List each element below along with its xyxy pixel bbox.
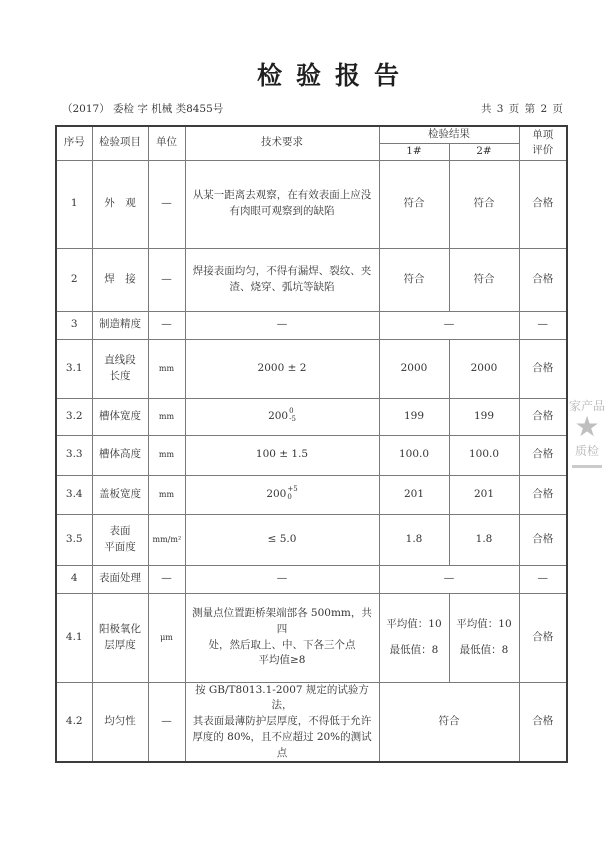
result-minimum: 最低值：8	[389, 643, 439, 656]
row-seq: 3	[56, 311, 92, 339]
row-item	[92, 339, 148, 398]
row-requirement: 100 ± 1.5	[185, 435, 379, 475]
tolerance-upper: +5	[287, 485, 298, 494]
row-requirement: 从某一距离去观察，在有效表面上应没有肉眼可观察到的缺陷	[185, 160, 379, 248]
requirement-line3: 平均值≥8	[258, 654, 306, 667]
requirement-base-value: 200	[266, 488, 287, 501]
table-row	[56, 248, 567, 311]
row-unit: mm	[148, 398, 185, 435]
row-requirement	[185, 475, 379, 514]
row-unit: —	[148, 248, 185, 311]
tolerance	[289, 407, 296, 423]
row-result-2: 2000	[449, 339, 519, 398]
row-evaluation: —	[519, 565, 567, 593]
row-seq: 3.4	[56, 475, 92, 514]
row-unit: —	[148, 565, 185, 593]
table-row	[56, 435, 567, 475]
tolerance-lower: -5	[289, 415, 296, 424]
tolerance-lower: 0	[287, 493, 292, 502]
row-seq: 4.2	[56, 682, 92, 762]
header-evaluation	[519, 126, 567, 160]
row-item: 外 观	[92, 160, 148, 248]
row-item-line2: 层厚度	[104, 638, 136, 651]
document-number: （2017） 委检 字 机械 类8455号	[62, 103, 224, 115]
row-result-1: 符合	[379, 160, 449, 248]
row-item-line2: 长度	[109, 369, 131, 382]
stamp-divider	[572, 465, 602, 468]
requirement-line1: 测量点位置距桥架端部各 500mm，共四	[192, 607, 372, 635]
row-unit: μm	[148, 593, 185, 682]
row-seq: 4.1	[56, 593, 92, 682]
row-result-1: 201	[379, 475, 449, 514]
row-result-1: 100.0	[379, 435, 449, 475]
header-sample2: 2#	[449, 143, 519, 160]
row-result-1: 符合	[379, 248, 449, 311]
report-title: 检验报告	[256, 61, 413, 90]
row-item: 焊 接	[92, 248, 148, 311]
table-row	[56, 593, 567, 682]
row-item-line1: 直线段	[104, 353, 136, 366]
row-item: 槽体宽度	[92, 398, 148, 435]
row-evaluation: 合格	[519, 593, 567, 682]
row-result-1: 2000	[379, 339, 449, 398]
header-results: 检验结果	[379, 126, 519, 143]
row-evaluation: 合格	[519, 435, 567, 475]
tolerance	[287, 485, 297, 501]
row-item: 制造精度	[92, 311, 148, 339]
inspection-table	[55, 125, 568, 763]
row-unit: —	[148, 682, 185, 762]
row-result-1	[379, 593, 449, 682]
row-result-1: 199	[379, 398, 449, 435]
row-seq: 3.3	[56, 435, 92, 475]
result-average: 平均值：10	[456, 617, 512, 630]
row-requirement	[185, 398, 379, 435]
tolerance-upper: 0	[289, 407, 294, 416]
page-info: 共 3 页 第 2 页	[480, 103, 564, 115]
row-evaluation: 合格	[519, 160, 567, 248]
row-requirement	[185, 593, 379, 682]
row-requirement: —	[185, 565, 379, 593]
requirement-line3: 厚度的 80%，且不应超过 20%的测试点	[192, 730, 372, 759]
row-unit: —	[148, 160, 185, 248]
star-icon: ★	[574, 410, 600, 443]
row-evaluation: 合格	[519, 514, 567, 565]
row-result-2: 201	[449, 475, 519, 514]
stamp-bottom-text: 质检	[574, 444, 599, 458]
table-row	[56, 565, 567, 593]
row-item: 表面处理	[92, 565, 148, 593]
row-item: 盖板宽度	[92, 475, 148, 514]
row-unit: mm	[148, 435, 185, 475]
header-sample1: 1#	[379, 143, 449, 160]
header-item: 检验项目	[92, 126, 148, 160]
official-seal-stamp	[568, 400, 606, 520]
header-evaluation-line1: 单项	[532, 128, 554, 141]
row-requirement	[185, 682, 379, 762]
row-unit: mm	[148, 475, 185, 514]
row-evaluation: 合格	[519, 339, 567, 398]
row-evaluation: 合格	[519, 682, 567, 762]
header-row	[56, 126, 567, 143]
row-result-2: 符合	[449, 248, 519, 311]
row-unit: mm/m²	[148, 514, 185, 565]
row-item-line2: 平面度	[104, 540, 136, 553]
row-result: —	[379, 565, 519, 593]
row-result: 符合	[379, 682, 519, 762]
row-result-2: 100.0	[449, 435, 519, 475]
row-unit: —	[148, 311, 185, 339]
requirement-line2: 其表面最薄防护层厚度，不得低于允许	[192, 715, 372, 727]
row-requirement: ≤ 5.0	[185, 514, 379, 565]
row-evaluation: 合格	[519, 248, 567, 311]
row-requirement: —	[185, 311, 379, 339]
header-seq: 序号	[56, 126, 92, 160]
row-seq: 3.5	[56, 514, 92, 565]
requirement-line1: 按 GB/T8013.1-2007 规定的试验方法，	[195, 683, 369, 712]
row-evaluation: 合格	[519, 475, 567, 514]
row-result-2	[449, 593, 519, 682]
row-seq: 2	[56, 248, 92, 311]
row-result: —	[379, 311, 519, 339]
row-unit: mm	[148, 339, 185, 398]
table-row	[56, 475, 567, 514]
row-item: 槽体高度	[92, 435, 148, 475]
header-evaluation-line2: 评价	[532, 144, 554, 157]
row-result-2: 1.8	[449, 514, 519, 565]
table-row	[56, 160, 567, 248]
table-row	[56, 398, 567, 435]
header-requirement: 技术要求	[185, 126, 379, 160]
row-result-1: 1.8	[379, 514, 449, 565]
row-seq: 1	[56, 160, 92, 248]
row-requirement: 焊接表面均匀，不得有漏焊、裂纹、夹渣、烧穿、弧坑等缺陷	[185, 248, 379, 311]
row-seq: 3.1	[56, 339, 92, 398]
row-item-line1: 表面	[109, 524, 131, 537]
row-requirement: 2000 ± 2	[185, 339, 379, 398]
row-item-line1: 阳极氧化	[99, 622, 141, 635]
table-row	[56, 339, 567, 398]
row-item: 均匀性	[92, 682, 148, 762]
row-seq: 4	[56, 565, 92, 593]
table-row	[56, 682, 567, 762]
requirement-base-value: 200	[268, 410, 289, 423]
row-seq: 3.2	[56, 398, 92, 435]
row-evaluation: —	[519, 311, 567, 339]
result-minimum: 最低值：8	[459, 643, 509, 656]
row-item	[92, 593, 148, 682]
row-result-2: 符合	[449, 160, 519, 248]
result-average: 平均值：10	[386, 617, 442, 630]
table-row	[56, 514, 567, 565]
header-unit: 单位	[148, 126, 185, 160]
row-result-2: 199	[449, 398, 519, 435]
stamp-top-text: 家产品	[568, 399, 605, 413]
row-evaluation: 合格	[519, 398, 567, 435]
requirement-line2: 处，然后取上、中、下各三个点	[208, 638, 356, 651]
row-item	[92, 514, 148, 565]
table-row	[56, 311, 567, 339]
